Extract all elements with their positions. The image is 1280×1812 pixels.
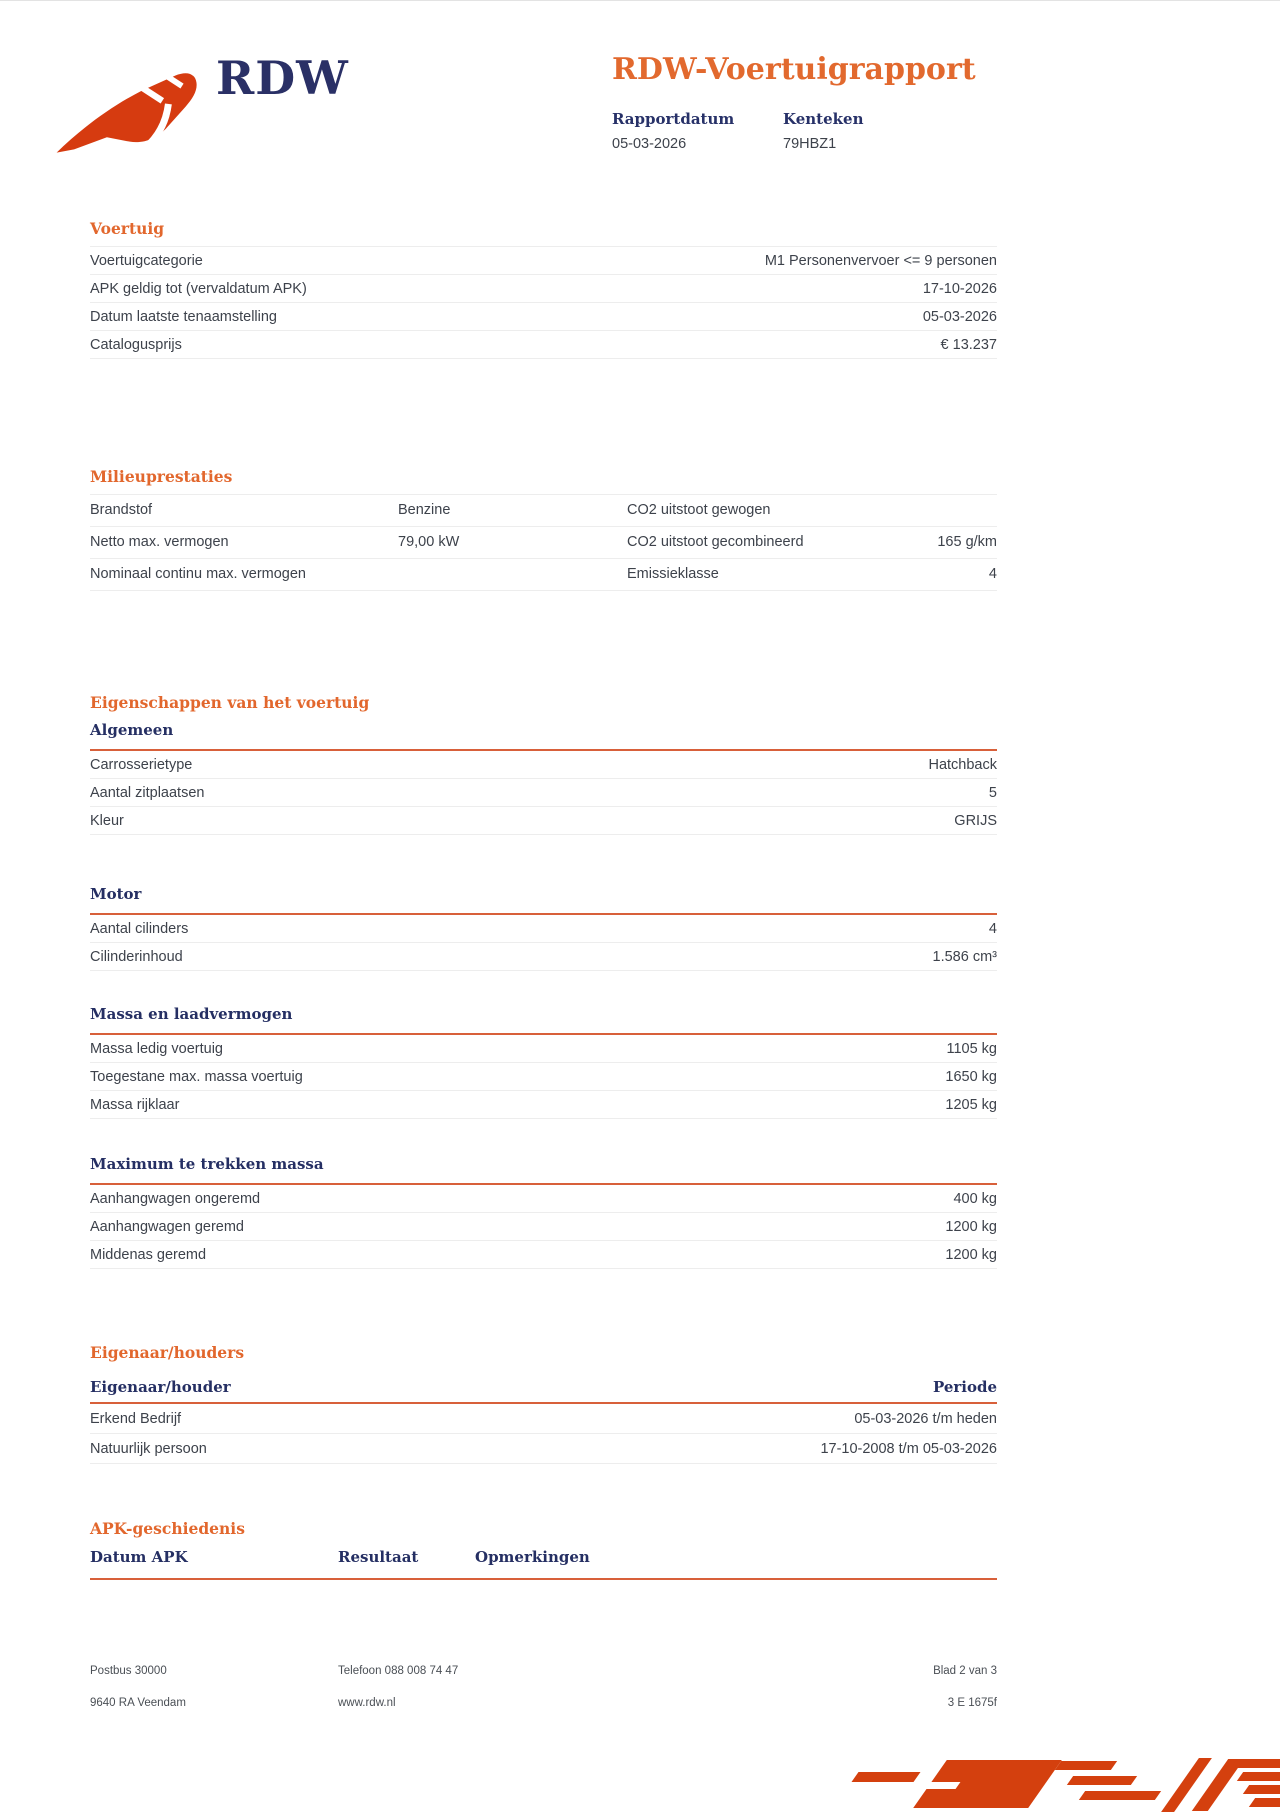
row-value: 05-03-2026 — [922, 308, 997, 325]
footer-row-1 — [90, 1665, 997, 1677]
section-milieuprestaties — [90, 467, 997, 591]
table-row — [90, 751, 997, 779]
row-label: Middenas geremd — [90, 1246, 207, 1263]
footer-city: 9640 RA Veendam — [90, 1697, 186, 1709]
footer-phone: Telefoon 088 008 74 47 — [338, 1665, 459, 1677]
row-label: Netto max. vermogen — [90, 534, 229, 550]
subsection-algemeen — [90, 721, 997, 835]
row-label: Nominaal continu max. vermogen — [90, 566, 306, 582]
section-voertuig — [90, 219, 997, 359]
table-row — [90, 779, 997, 807]
row-label: Aantal cilinders — [90, 920, 189, 937]
footer-row-2 — [90, 1697, 997, 1709]
table-row — [90, 494, 997, 527]
row-value: € 13.237 — [940, 336, 997, 353]
row-value: Hatchback — [928, 756, 997, 773]
table-row — [90, 1404, 997, 1434]
table-row — [90, 559, 997, 591]
footer-website: www.rdw.nl — [338, 1697, 396, 1709]
rdw-feather-icon — [52, 51, 202, 171]
table-row — [90, 1035, 997, 1063]
subsection-title: Motor — [90, 885, 142, 903]
row-label: Datum laatste tenaamstelling — [90, 308, 277, 325]
table-row — [90, 943, 997, 971]
report-date-value: 05-03-2026 — [612, 136, 687, 152]
section-title: APK-geschiedenis — [90, 1519, 245, 1538]
subsection-title: Maximum te trekken massa — [90, 1155, 324, 1173]
row-value: 165 g/km — [937, 534, 997, 550]
rdw-logo-text: RDW — [216, 51, 349, 105]
table-row — [90, 1091, 997, 1119]
section-title: Voertuig — [90, 219, 165, 238]
table-row — [90, 1063, 997, 1091]
row-label: Massa ledig voertuig — [90, 1040, 223, 1057]
license-plate-block — [783, 110, 863, 152]
row-label: Cilinderinhoud — [90, 948, 183, 965]
table-row — [90, 1185, 997, 1213]
row-label: Emissieklasse — [627, 566, 719, 582]
row-label: Kleur — [90, 812, 124, 829]
table-row — [90, 1241, 997, 1269]
license-plate-label: Kenteken — [783, 110, 864, 128]
table-row — [90, 527, 997, 559]
section-title: Milieuprestaties — [90, 467, 233, 486]
orange-divider — [90, 1578, 997, 1580]
table-row — [90, 303, 997, 331]
subsection-trekken — [90, 1155, 997, 1269]
row-value: 1.586 cm³ — [932, 948, 997, 965]
row-label: Carrosserietype — [90, 756, 193, 773]
section-title: Eigenschappen van het voertuig — [90, 693, 370, 712]
subsection-motor — [90, 885, 997, 971]
footer-doc-code: 3 E 1675f — [947, 1697, 997, 1709]
table-row — [90, 1213, 997, 1241]
column-header-eigenaar: Eigenaar/houder — [90, 1378, 231, 1396]
section-title: Eigenaar/houders — [90, 1343, 245, 1362]
row-value: 79,00 kW — [398, 534, 460, 550]
row-label: Voertuigcategorie — [90, 252, 203, 269]
page-title: RDW-Voertuigrapport — [612, 52, 976, 87]
row-value: 1650 kg — [945, 1068, 997, 1085]
row-value: 17-10-2008 t/m 05-03-2026 — [820, 1440, 997, 1457]
section-apk — [90, 1519, 997, 1580]
row-label: Aanhangwagen geremd — [90, 1218, 244, 1235]
column-header-periode: Periode — [932, 1378, 997, 1396]
row-value: 05-03-2026 t/m heden — [854, 1410, 997, 1427]
row-label: Erkend Bedrijf — [90, 1410, 182, 1427]
row-label: CO2 uitstoot gecombineerd — [627, 534, 804, 550]
section-eigenschappen-title — [90, 693, 997, 712]
section-eigenaar — [90, 1343, 997, 1464]
row-value: 1205 kg — [945, 1096, 997, 1113]
row-value: 1200 kg — [945, 1246, 997, 1263]
subsection-massa — [90, 1005, 997, 1119]
row-label: Massa rijklaar — [90, 1096, 180, 1113]
row-value: 1105 kg — [946, 1040, 997, 1057]
report-date-label: Rapportdatum — [612, 110, 735, 128]
row-label: Brandstof — [90, 502, 153, 518]
row-label: Toegestane max. massa voertuig — [90, 1068, 303, 1085]
column-header-opmerkingen: Opmerkingen — [475, 1548, 590, 1566]
rdw-stripes-graphic-icon — [650, 1756, 1280, 1812]
row-value: 400 kg — [953, 1190, 997, 1207]
row-value: 5 — [988, 784, 997, 801]
footer-postbus: Postbus 30000 — [90, 1665, 167, 1677]
row-value: 4 — [988, 920, 997, 937]
row-value: 4 — [988, 566, 997, 582]
row-value: GRIJS — [954, 812, 997, 829]
subsection-title: Algemeen — [90, 721, 174, 739]
column-header-resultaat: Resultaat — [338, 1548, 419, 1566]
column-header-datum-apk: Datum APK — [90, 1548, 188, 1566]
table-row — [90, 915, 997, 943]
row-label: CO2 uitstoot gewogen — [627, 502, 771, 518]
row-value: 1200 kg — [945, 1218, 997, 1235]
report-date-block — [612, 110, 734, 152]
row-label: APK geldig tot (vervaldatum APK) — [90, 280, 307, 297]
row-label: Catalogusprijs — [90, 336, 182, 353]
row-value: M1 Personenvervoer <= 9 personen — [764, 252, 997, 269]
row-value: Benzine — [398, 502, 451, 518]
table-row — [90, 1434, 997, 1464]
row-label: Natuurlijk persoon — [90, 1440, 207, 1457]
row-label: Aanhangwagen ongeremd — [90, 1190, 261, 1207]
license-plate-value: 79HBZ1 — [783, 136, 837, 152]
subsection-title: Massa en laadvermogen — [90, 1005, 293, 1023]
footer-page-number: Blad 2 van 3 — [933, 1665, 997, 1677]
row-label: Aantal zitplaatsen — [90, 784, 205, 801]
table-row — [90, 275, 997, 303]
rdw-logo — [52, 51, 349, 171]
table-row — [90, 246, 997, 275]
table-row — [90, 331, 997, 359]
row-value: 17-10-2026 — [922, 280, 997, 297]
table-row — [90, 807, 997, 835]
